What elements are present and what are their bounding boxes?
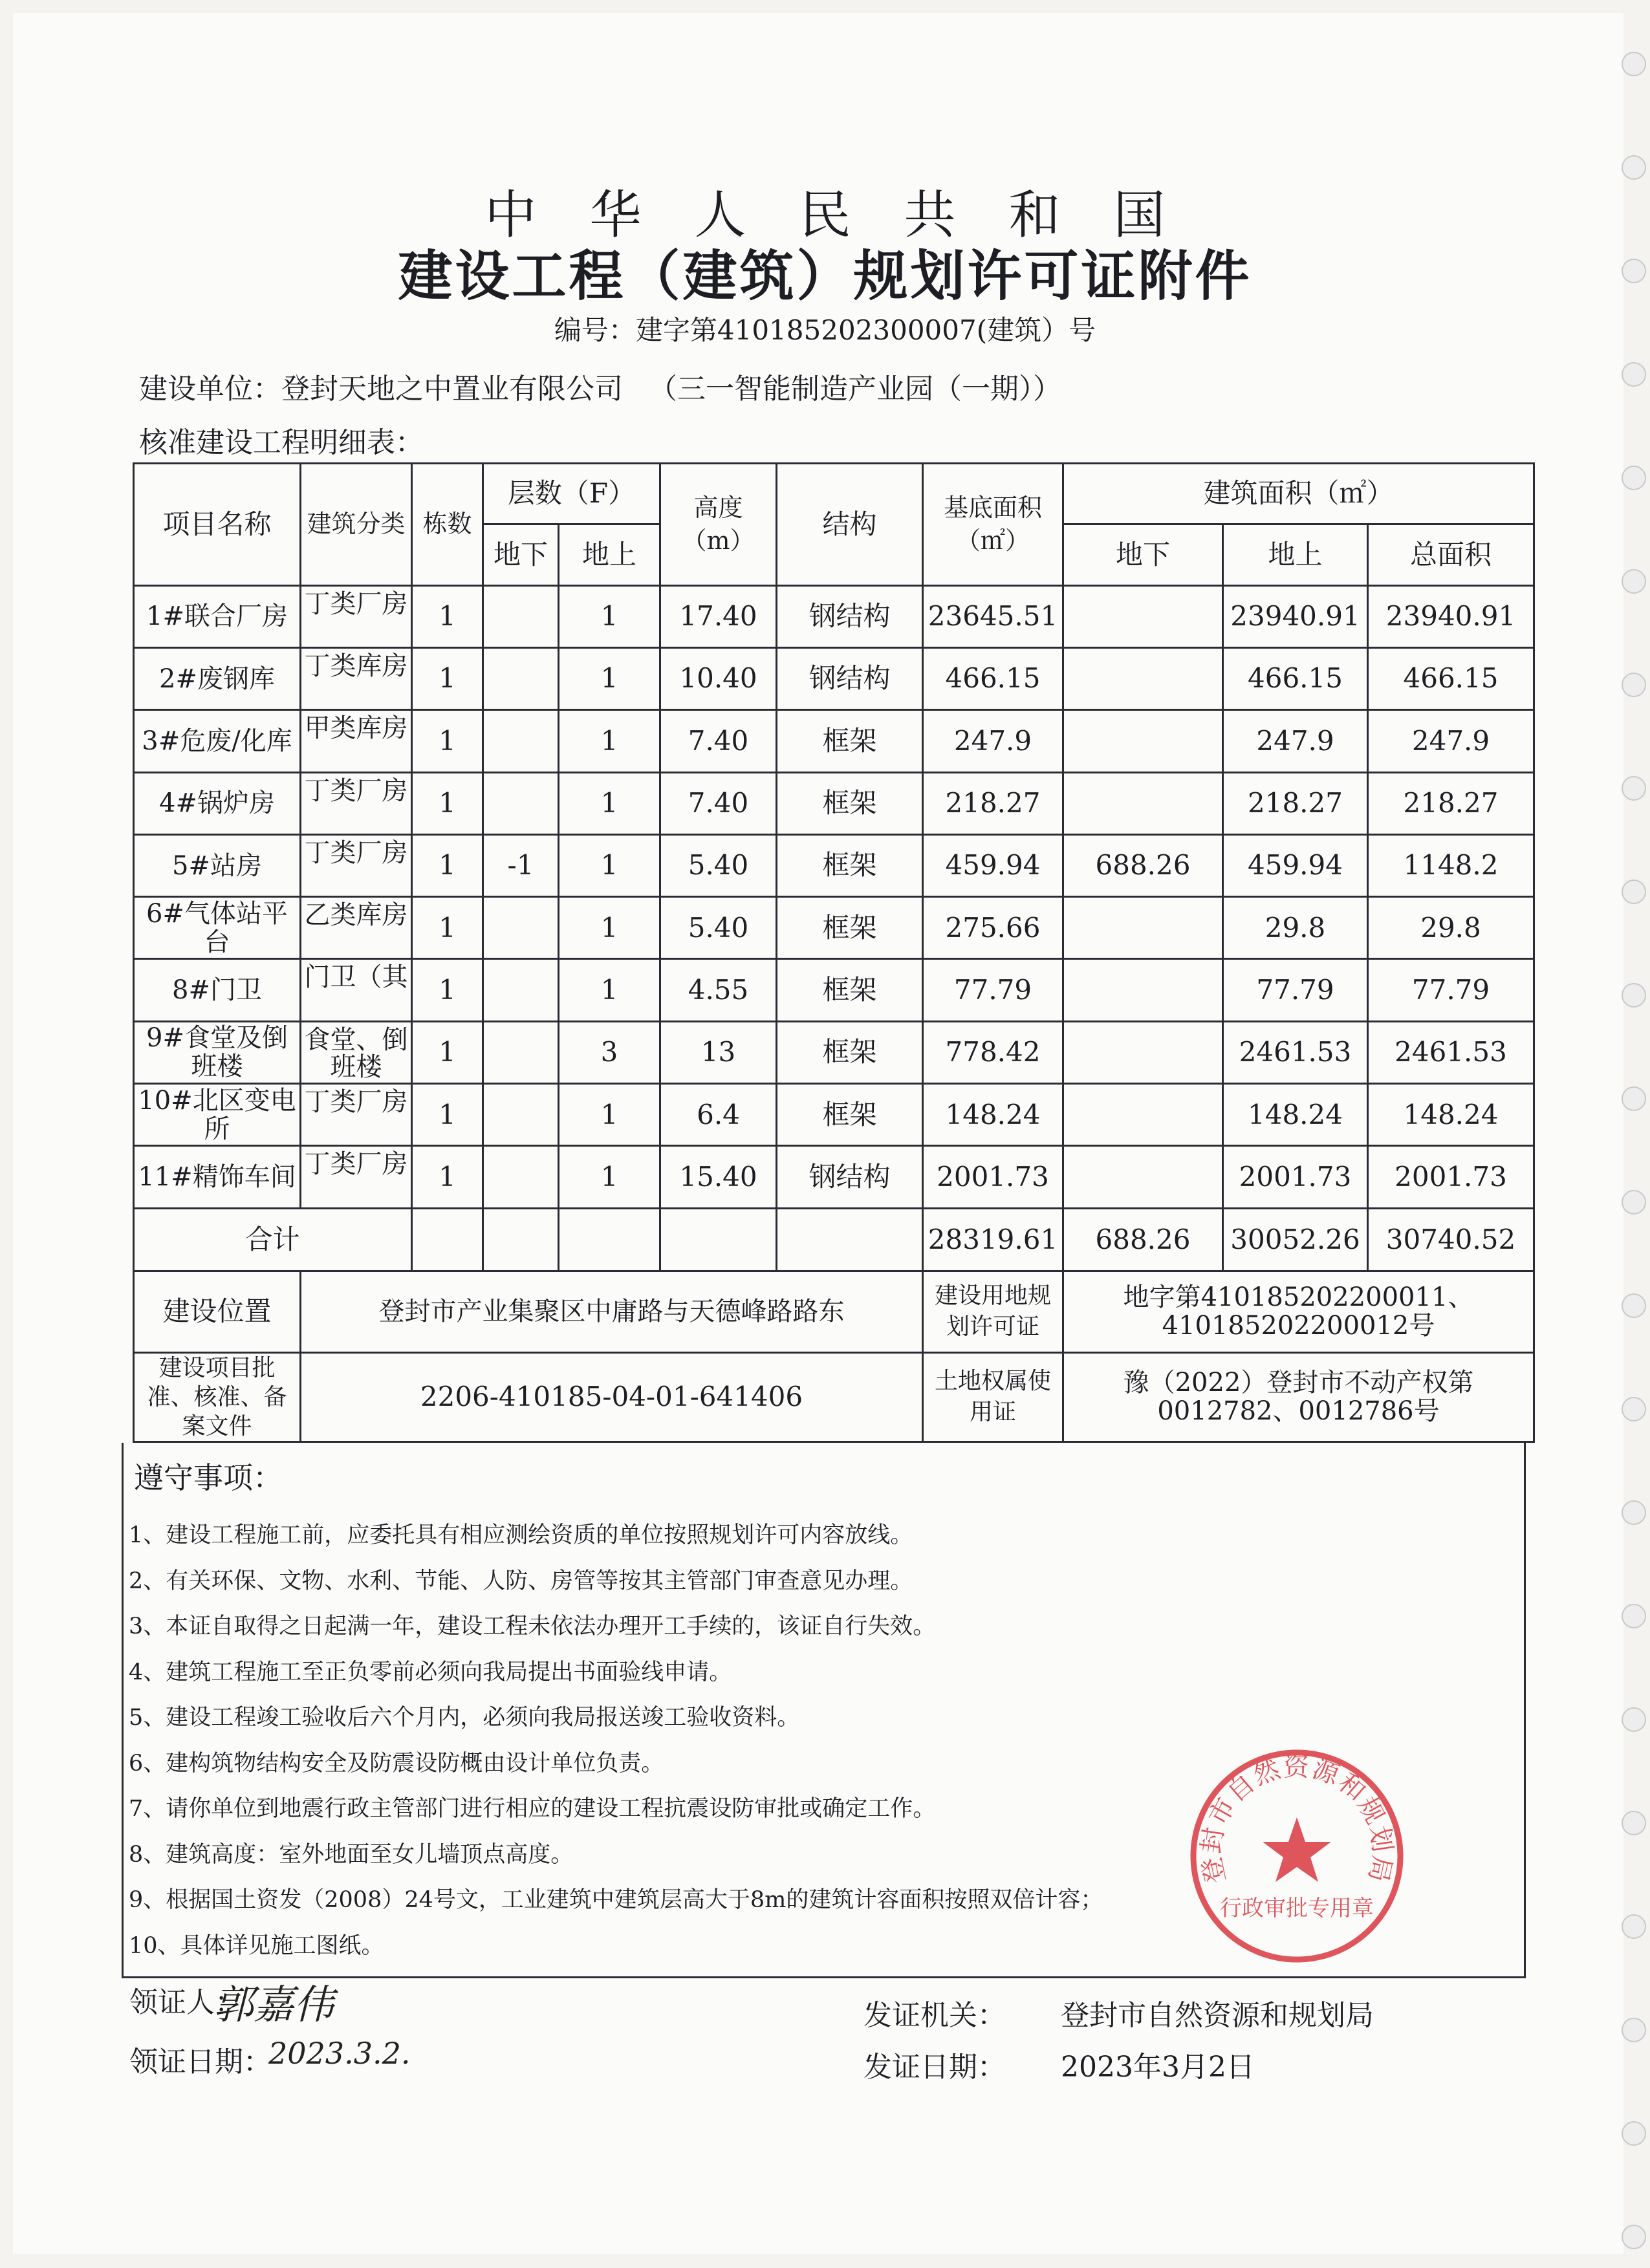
binding-hole <box>1622 569 1646 594</box>
row-name: 4#锅炉房 <box>134 772 301 834</box>
header-build-area: 建筑面积（㎡） <box>1063 464 1534 524</box>
row-height: 15.40 <box>660 1146 777 1208</box>
row-area-total: 23940.91 <box>1368 585 1534 647</box>
issue-date: 2023年3月2日 <box>1061 2051 1255 2084</box>
row-structure: 钢结构 <box>777 585 923 647</box>
binding-hole <box>1622 1500 1646 1525</box>
totals-label: 合计 <box>134 1208 412 1271</box>
row-structure: 框架 <box>777 959 923 1021</box>
binding-hole <box>1622 673 1646 697</box>
totals-empty <box>777 1208 923 1271</box>
row-height: 13 <box>660 1021 777 1083</box>
issuer-name: 登封市自然资源和规划局 <box>1061 1999 1374 2032</box>
row-name: 3#危废/化库 <box>134 710 301 772</box>
row-name: 1#联合厂房 <box>134 585 301 647</box>
row-area-total: 29.8 <box>1368 897 1534 959</box>
project-detail-table <box>133 462 1535 1443</box>
row-base-area: 778.42 <box>923 1021 1063 1083</box>
row-name: 9#食堂及倒班楼 <box>134 1021 301 1083</box>
binding-hole <box>1622 1604 1646 1628</box>
notice-item: 5、建设工程竣工验收后六个月内，必须向我局报送竣工验收资料。 <box>129 1705 800 1731</box>
notice-item: 3、本证自取得之日起满一年，建设工程未依法办理开工手续的，该证自行失效。 <box>129 1614 936 1639</box>
totals-empty <box>412 1208 483 1271</box>
binding-hole <box>1622 2121 1646 2146</box>
row-floors-below <box>483 1084 559 1146</box>
row-count: 1 <box>412 710 483 772</box>
header-base-area: 基底面积（㎡） <box>923 464 1063 586</box>
row-base-area: 148.24 <box>923 1084 1063 1146</box>
issuer-label: 发证机关： <box>863 1999 1006 2032</box>
row-base-area: 2001.73 <box>923 1146 1063 1208</box>
row-height: 5.40 <box>660 897 777 959</box>
permit-number: 编号：建字第410185202300007(建筑）号 <box>554 314 1096 346</box>
row-name: 2#废钢库 <box>134 647 301 709</box>
row-floors-below <box>483 897 559 959</box>
row-floors-above: 1 <box>559 585 660 647</box>
receive-date-label: 领证日期： <box>129 2046 272 2079</box>
notice-item: 8、建筑高度：室外地面至女儿墙顶点高度。 <box>129 1841 574 1868</box>
header-count: 栋数 <box>412 464 483 586</box>
table-row <box>134 585 1534 647</box>
binding-hole <box>1622 2018 1646 2042</box>
table-caption: 核准建设工程明细表： <box>139 426 424 459</box>
row-base-area: 23645.51 <box>923 585 1063 647</box>
row-category: 丁类厂房 <box>301 772 412 834</box>
row-area-above: 23940.91 <box>1223 585 1368 647</box>
seal-top-text: 登封市自然资源和规划局 <box>1196 1752 1398 1886</box>
row-area-below <box>1063 1084 1223 1146</box>
row-height: 7.40 <box>660 710 777 772</box>
row-area-below <box>1063 647 1223 709</box>
row-area-below <box>1063 585 1223 647</box>
row-floors-above: 1 <box>559 897 660 959</box>
construction-unit <box>139 365 1061 407</box>
row-area-above: 459.94 <box>1223 834 1368 896</box>
row-area-below <box>1063 710 1223 772</box>
row-floors-below <box>483 1021 559 1083</box>
header-floors: 层数（F） <box>483 464 660 524</box>
row-count: 1 <box>412 1021 483 1083</box>
row-structure: 框架 <box>777 834 923 896</box>
totals-area-total: 30740.52 <box>1368 1208 1534 1271</box>
row-floors-below <box>483 585 559 647</box>
issue-date-label: 发证日期： <box>863 2051 1006 2084</box>
row-area-above: 148.24 <box>1223 1084 1368 1146</box>
header-height: 高度（m） <box>660 464 777 586</box>
row-structure: 框架 <box>777 772 923 834</box>
row-structure: 钢结构 <box>777 647 923 709</box>
binding-hole <box>1622 1914 1646 1939</box>
row-category: 乙类库房 <box>301 897 412 959</box>
binding-hole <box>1622 1190 1646 1215</box>
binding-hole <box>1622 52 1646 76</box>
row-area-above: 218.27 <box>1223 772 1368 834</box>
row-area-below <box>1063 897 1223 959</box>
receiver-signature: 郭嘉伟 <box>213 1981 334 2028</box>
unit-label: 建设单位： <box>139 373 281 405</box>
row-area-below <box>1063 1146 1223 1208</box>
binding-hole <box>1622 776 1646 801</box>
row-area-below: 688.26 <box>1063 834 1223 896</box>
table-row <box>134 710 1534 772</box>
row-structure: 框架 <box>777 1084 923 1146</box>
binding-hole <box>1622 983 1646 1008</box>
table-row <box>134 897 1534 959</box>
location-value: 登封市产业集聚区中庸路与天德峰路路东 <box>301 1271 923 1352</box>
row-count: 1 <box>412 959 483 1021</box>
totals-base-area: 28319.61 <box>923 1208 1063 1271</box>
header-structure: 结构 <box>777 464 923 586</box>
receiver-label: 领证人： <box>129 1986 243 2019</box>
header-area-below: 地下 <box>1063 524 1223 585</box>
row-floors-above: 1 <box>559 1146 660 1208</box>
unit-project: （三一智能制造产业园（一期）） <box>649 373 1061 405</box>
land-permit-label: 建设用地规划许可证 <box>923 1271 1063 1352</box>
row-count: 1 <box>412 897 483 959</box>
binding-hole <box>1622 1086 1646 1111</box>
row-area-above: 77.79 <box>1223 959 1368 1021</box>
totals-empty <box>483 1208 559 1271</box>
official-seal-icon <box>1187 1746 1407 1966</box>
row-height: 4.55 <box>660 959 777 1021</box>
row-area-above: 466.15 <box>1223 647 1368 709</box>
row-category: 食堂、倒班楼 <box>301 1021 412 1083</box>
table-row <box>134 772 1534 834</box>
row-count: 1 <box>412 772 483 834</box>
table-row <box>134 959 1534 1021</box>
table-row <box>134 647 1534 709</box>
binding-hole <box>1622 880 1646 904</box>
row-floors-below <box>483 710 559 772</box>
row-area-total: 148.24 <box>1368 1084 1534 1146</box>
totals-empty <box>660 1208 777 1271</box>
row-floors-below: -1 <box>483 834 559 896</box>
row-category: 甲类库房 <box>301 710 412 772</box>
row-structure: 框架 <box>777 710 923 772</box>
land-permit-value: 地字第410185202200011、410185202200012号 <box>1063 1271 1534 1352</box>
row-area-total: 247.9 <box>1368 710 1534 772</box>
row-structure: 框架 <box>777 897 923 959</box>
notice-item: 9、根据国土资发（2008）24号文，工业建筑中建筑层高大于8m的建筑计容面积按照双倍计容； <box>129 1887 1103 1913</box>
notice-list <box>129 1513 1103 1969</box>
row-count: 1 <box>412 834 483 896</box>
row-name: 8#门卫 <box>134 959 301 1021</box>
binding-hole <box>1622 362 1646 387</box>
title-country: 中华人民共和国 <box>484 185 1219 245</box>
binding-hole <box>1622 466 1646 490</box>
unit-name: 登封天地之中置业有限公司 <box>281 373 623 405</box>
row-area-total: 218.27 <box>1368 772 1534 834</box>
row-count: 1 <box>412 1084 483 1146</box>
row-base-area: 466.15 <box>923 647 1063 709</box>
row-floors-below <box>483 647 559 709</box>
notice-item: 1、建设工程施工前，应委托具有相应测绘资质的单位按照规划许可内容放线。 <box>129 1522 913 1548</box>
row-area-total: 1148.2 <box>1368 834 1534 896</box>
row-height: 7.40 <box>660 772 777 834</box>
row-count: 1 <box>412 647 483 709</box>
row-height: 5.40 <box>660 834 777 896</box>
header-floors-below: 地下 <box>483 524 559 585</box>
notice-item: 10、具体详见施工图纸。 <box>129 1932 384 1959</box>
table-row <box>134 1021 1534 1083</box>
row-category: 丁类厂房 <box>301 1146 412 1208</box>
row-area-below <box>1063 772 1223 834</box>
table-row <box>134 1084 1534 1146</box>
totals-empty <box>559 1208 660 1271</box>
row-category: 丁类厂房 <box>301 585 412 647</box>
row-area-above: 247.9 <box>1223 710 1368 772</box>
header-category: 建筑分类 <box>301 464 412 586</box>
document-title: 建设工程（建筑）规划许可证附件 <box>398 244 1252 308</box>
notice-item: 7、请你单位到地震行政主管部门进行相应的建设工程抗震设防审批或确定工作。 <box>129 1796 936 1822</box>
totals-area-above: 30052.26 <box>1223 1208 1368 1271</box>
row-floors-below <box>483 772 559 834</box>
row-height: 10.40 <box>660 647 777 709</box>
row-name: 5#站房 <box>134 834 301 896</box>
row-height: 6.4 <box>660 1084 777 1146</box>
row-area-below <box>1063 959 1223 1021</box>
row-area-below <box>1063 1021 1223 1083</box>
row-base-area: 459.94 <box>923 834 1063 896</box>
row-floors-above: 1 <box>559 1084 660 1146</box>
row-structure: 框架 <box>777 1021 923 1083</box>
row-name: 10#北区变电所 <box>134 1084 301 1146</box>
binding-hole <box>1622 1397 1646 1421</box>
row-floors-above: 1 <box>559 959 660 1021</box>
row-area-total: 2461.53 <box>1368 1021 1534 1083</box>
row-floors-above: 3 <box>559 1021 660 1083</box>
approval-value: 2206-410185-04-01-641406 <box>301 1352 923 1442</box>
row-count: 1 <box>412 585 483 647</box>
row-category: 门卫（其 <box>301 959 412 1021</box>
row-area-total: 466.15 <box>1368 647 1534 709</box>
table-row <box>134 1146 1534 1208</box>
row-category: 丁类厂房 <box>301 1084 412 1146</box>
header-area-total: 总面积 <box>1368 524 1534 585</box>
header-floors-above: 地上 <box>559 524 660 585</box>
notice-item: 6、建构筑物结构安全及防震设防概由设计单位负责。 <box>129 1750 664 1777</box>
row-floors-above: 1 <box>559 710 660 772</box>
seal-bottom-text: 行政审批专用章 <box>1220 1895 1374 1921</box>
land-cert-value: 豫（2022）登封市不动产权第0012782、0012786号 <box>1063 1352 1534 1442</box>
header-area-above: 地上 <box>1223 524 1368 585</box>
row-area-above: 29.8 <box>1223 897 1368 959</box>
land-cert-label: 土地权属使用证 <box>923 1352 1063 1442</box>
location-label: 建设位置 <box>134 1271 301 1352</box>
notice-item: 4、建筑工程施工至正负零前必须向我局提出书面验线申请。 <box>129 1659 732 1685</box>
receive-date: 2023.3.2. <box>268 2036 411 2071</box>
binding-hole <box>1622 1707 1646 1732</box>
notice-item: 2、有关环保、文物、水利、节能、人防、房管等按其主管部门审查意见办理。 <box>129 1568 913 1594</box>
table-row <box>134 834 1534 896</box>
row-floors-below <box>483 959 559 1021</box>
row-area-above: 2001.73 <box>1223 1146 1368 1208</box>
binding-hole <box>1622 1811 1646 1835</box>
row-floors-above: 1 <box>559 834 660 896</box>
row-name: 6#气体站平台 <box>134 897 301 959</box>
row-floors-below <box>483 1146 559 1208</box>
row-base-area: 247.9 <box>923 710 1063 772</box>
row-base-area: 77.79 <box>923 959 1063 1021</box>
notice-heading: 遵守事项： <box>134 1460 283 1495</box>
binding-hole <box>1622 1293 1646 1318</box>
row-category: 丁类厂房 <box>301 834 412 896</box>
row-height: 17.40 <box>660 585 777 647</box>
header-name: 项目名称 <box>134 464 301 586</box>
row-base-area: 275.66 <box>923 897 1063 959</box>
row-count: 1 <box>412 1146 483 1208</box>
row-name: 11#精饰车间 <box>134 1146 301 1208</box>
approval-label: 建设项目批准、核准、备案文件 <box>134 1352 301 1442</box>
row-area-total: 2001.73 <box>1368 1146 1534 1208</box>
row-category: 丁类库房 <box>301 647 412 709</box>
totals-area-below: 688.26 <box>1063 1208 1223 1271</box>
row-area-above: 2461.53 <box>1223 1021 1368 1083</box>
row-structure: 钢结构 <box>777 1146 923 1208</box>
row-area-total: 77.79 <box>1368 959 1534 1021</box>
binding-hole <box>1622 2225 1646 2249</box>
row-base-area: 218.27 <box>923 772 1063 834</box>
row-floors-above: 1 <box>559 772 660 834</box>
row-floors-above: 1 <box>559 647 660 709</box>
